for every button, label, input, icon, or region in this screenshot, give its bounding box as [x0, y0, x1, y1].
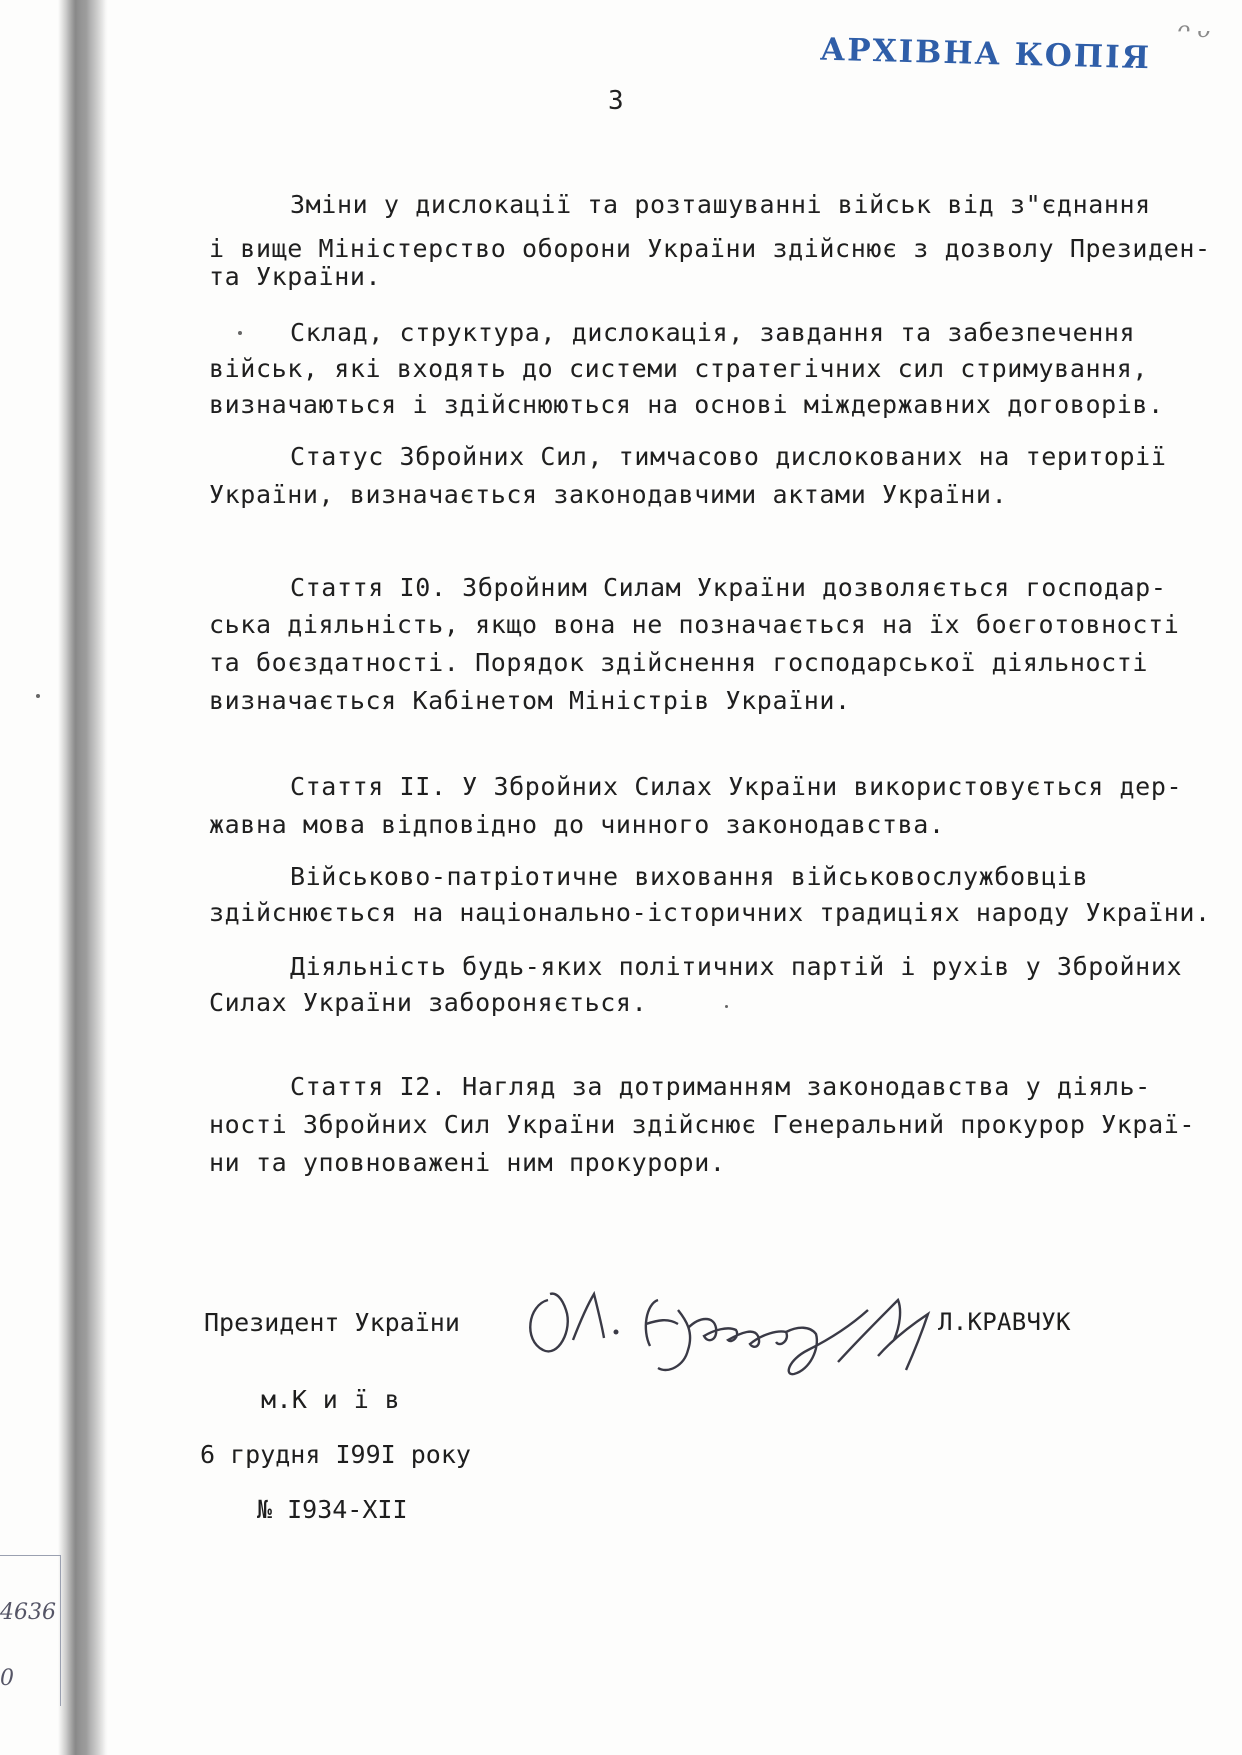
body-line: військ, які входять до системи стратегічних сил стримування, [209, 354, 1149, 383]
corner-pencil-mark: ᴖ ᴗ [1176, 18, 1210, 43]
body-line: ни та уповноважені ним прокурори. [209, 1148, 726, 1177]
scan-speck [725, 1005, 728, 1008]
article-11-heading: Стаття II. У Збройних Силах України використовується дер- [290, 772, 1183, 801]
body-line: Склад, структура, дислокація, завдання та забезпечення [290, 318, 1136, 347]
body-line: Військово-патріотичне виховання військовослужбовців [290, 862, 1089, 891]
body-line: та боєздатності. Порядок здійснення господарської діяльності [209, 648, 1149, 677]
article-10-heading: Стаття I0. Збройним Силам України дозволяється господар- [290, 573, 1167, 602]
body-line: жавна мова відповідно до чинного законодавства. [209, 810, 945, 839]
scan-speck [238, 331, 242, 335]
body-line: та України. [209, 262, 382, 291]
body-line: визначається Кабінетом Міністрів України. [209, 686, 851, 715]
body-line: здійснюється на національно-історичних традиціях народу України. [209, 898, 1211, 927]
margin-handwritten-mark: 0 [0, 1666, 14, 1691]
article-12-heading: Стаття I2. Нагляд за дотриманням законодавства у діяль- [290, 1072, 1151, 1101]
body-line: Зміни у дислокації та розташуванні військ від з"єднання [290, 190, 1151, 219]
signing-date: 6 грудня I99I року [200, 1440, 471, 1469]
page-number: 3 [608, 86, 624, 116]
body-line: ності Збройних Сил України здійснює Генеральний прокурор Украї- [209, 1110, 1196, 1139]
archive-copy-stamp: АРХІВНА КОПІЯ [819, 31, 1152, 77]
body-line: Діяльність будь-яких політичних партій і рухів у Збройних [290, 952, 1183, 981]
body-line: України, визначається законодавчими актами України. [209, 480, 1008, 509]
body-line: і вище Міністерство оборони України здійснює з дозволу Президен- [209, 234, 1211, 263]
body-line: Статус Збройних Сил, тимчасово дислокованих на території [290, 442, 1167, 471]
signatory-name: Л.КРАВЧУК [938, 1308, 1071, 1336]
handwritten-signature [518, 1270, 958, 1380]
body-line: ська діяльність, якщо вона не позначається на їх боєготовності [209, 610, 1180, 639]
margin-handwritten-number: 4636 [0, 1600, 56, 1625]
document-number: № I934-ХІІ [257, 1495, 408, 1524]
body-line: визначаються і здійснюються на основі міждержавних договорів. [209, 390, 1164, 419]
signing-place: м.К и ї в [261, 1385, 401, 1414]
scan-binding-shadow-inner [66, 0, 106, 1755]
signatory-title: Президент України [204, 1308, 460, 1337]
body-line: Силах України забороняється. [209, 988, 648, 1017]
scan-speck [36, 694, 40, 698]
